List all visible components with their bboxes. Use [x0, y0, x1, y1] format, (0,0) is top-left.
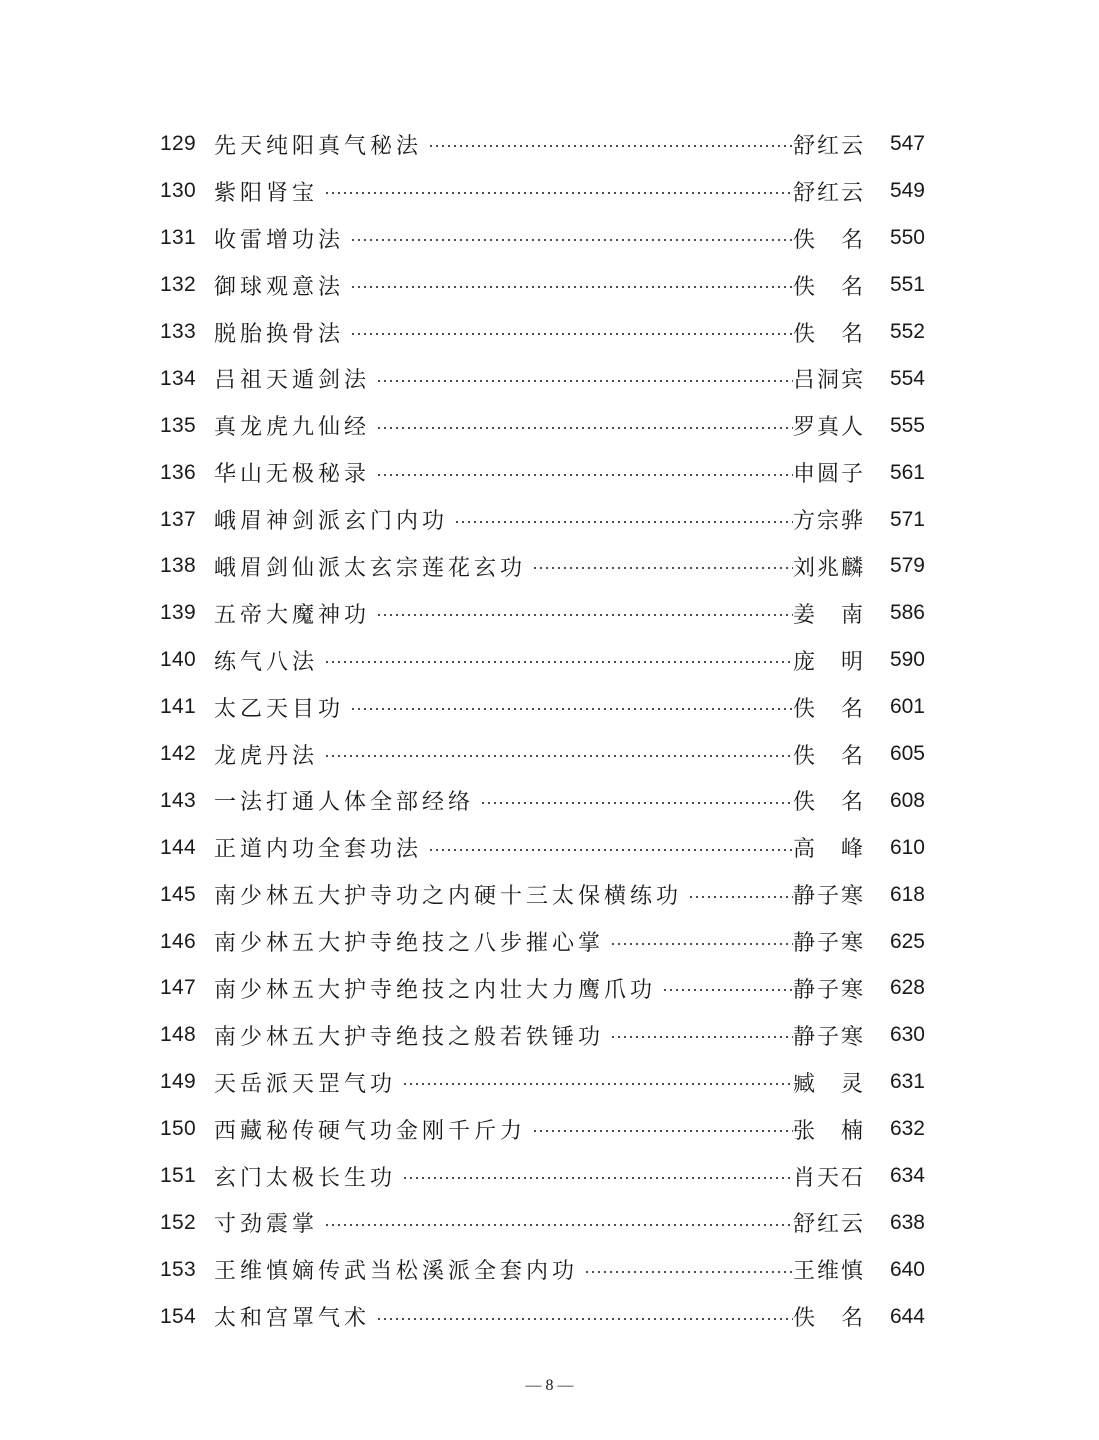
toc-entry	[160, 215, 925, 262]
toc-entry	[160, 168, 925, 215]
toc-entry-title: 南少林五大护寺绝技之内壮大力鹰爪功	[214, 977, 657, 1003]
dot-leader	[376, 427, 793, 429]
toc-entry-number: 152	[160, 1210, 196, 1234]
toc-entry-number: 147	[160, 976, 196, 1000]
toc-entry-number: 131	[160, 226, 196, 250]
toc-entry	[160, 824, 925, 871]
toc-entry	[160, 449, 925, 496]
toc-entry-number: 141	[160, 695, 196, 719]
toc-entry-page: 586	[889, 601, 925, 625]
toc-entry	[160, 684, 925, 731]
toc-entry-title: 西藏秘传硬气功金刚千斤力	[214, 1118, 527, 1144]
toc-entry-author: 舒红云	[793, 133, 866, 159]
toc-entry	[160, 1246, 925, 1293]
toc-entry-page: 625	[889, 929, 925, 953]
toc-entry-author: 方宗骅	[793, 509, 866, 535]
toc-entry-page: 551	[889, 273, 925, 297]
toc-entry-number: 146	[160, 929, 196, 953]
dot-leader	[376, 1318, 793, 1320]
toc-entry-title: 紫阳肾宝	[214, 180, 319, 206]
toc-entry-author: 庞 明	[793, 649, 866, 675]
dot-leader	[610, 943, 793, 945]
toc-entry	[160, 1153, 925, 1200]
toc-entry-page: 550	[889, 226, 925, 250]
dot-leader	[376, 474, 793, 476]
toc-entry-number: 136	[160, 460, 196, 484]
toc-entry-page: 579	[889, 554, 925, 578]
toc-entry-number: 143	[160, 788, 196, 812]
dot-leader	[454, 521, 793, 523]
toc-entry	[160, 262, 925, 309]
dot-leader	[376, 380, 793, 382]
toc-entry-title: 五帝大魔神功	[214, 602, 371, 628]
dot-leader	[532, 567, 793, 569]
toc-entry-title: 太和宫罩气术	[214, 1306, 371, 1332]
toc-entry	[160, 309, 925, 356]
dot-leader	[350, 333, 793, 335]
toc-entry-author: 静子寒	[793, 1024, 866, 1050]
dot-leader	[532, 1130, 793, 1132]
toc-entry-page: 590	[889, 648, 925, 672]
toc-entry-title: 收雷增功法	[214, 227, 345, 253]
toc-entry-page: 630	[889, 1023, 925, 1047]
toc-entry	[160, 1293, 925, 1340]
toc-entry-title: 南少林五大护寺功之内硬十三太保横练功	[214, 884, 683, 910]
toc-entry-author: 臧 灵	[793, 1071, 866, 1097]
toc-entry-author: 王维慎	[793, 1259, 866, 1285]
toc-entry-number: 137	[160, 507, 196, 531]
toc-entry-page: 608	[889, 788, 925, 812]
toc-entry-page: 634	[889, 1164, 925, 1188]
toc-entry-title: 脱胎换骨法	[214, 321, 345, 347]
toc-entry	[160, 496, 925, 543]
dot-leader	[324, 192, 793, 194]
toc-entry-author: 罗真人	[793, 415, 866, 441]
dot-leader	[350, 708, 793, 710]
toc-entry-page: 547	[889, 132, 925, 156]
toc-entry	[160, 965, 925, 1012]
dot-leader	[662, 989, 793, 991]
toc-entry-page: 552	[889, 320, 925, 343]
toc-entry-number: 150	[160, 1117, 196, 1141]
toc-entry-title: 峨眉剑仙派太玄宗莲花玄功	[214, 555, 527, 581]
toc-entry-author: 刘兆麟	[793, 555, 866, 581]
toc-entry-title: 练气八法	[214, 649, 319, 675]
toc-entry-author: 静子寒	[793, 931, 866, 957]
dot-leader	[324, 755, 793, 757]
toc-entry	[160, 402, 925, 449]
toc-entry-title: 王维慎嫡传武当松溪派全套内功	[214, 1259, 579, 1285]
toc-entry-number: 142	[160, 742, 196, 766]
dot-leader	[402, 1177, 793, 1179]
toc-entry-author: 佚 名	[793, 1306, 866, 1332]
dot-leader	[324, 1224, 793, 1226]
toc-entry	[160, 543, 925, 590]
toc-entry-page: 638	[889, 1210, 925, 1234]
toc-entry-page: 601	[889, 695, 925, 719]
toc-entry-page: 605	[889, 742, 925, 766]
toc-entry-page: 632	[889, 1117, 925, 1141]
toc-entry-author: 佚 名	[793, 227, 866, 253]
dot-leader	[324, 661, 793, 663]
toc-entry-author: 舒红云	[793, 1212, 866, 1238]
toc-entry-page: 555	[889, 413, 925, 437]
toc-entry-number: 138	[160, 554, 196, 578]
toc-entry-author: 肖天石	[793, 1165, 866, 1191]
toc-entry-author: 佚 名	[793, 696, 866, 722]
toc-entry-title: 华山无极秘录	[214, 462, 371, 488]
toc-entry-author: 高 峰	[793, 837, 866, 863]
toc-entry-title: 玄门太极长生功	[214, 1165, 397, 1191]
toc-entry-author: 静子寒	[793, 977, 866, 1003]
toc-entry-author: 佚 名	[793, 743, 866, 769]
toc-entry-author: 姜 南	[793, 602, 866, 628]
dot-leader	[350, 286, 793, 288]
toc-entry-author: 申圆子	[793, 462, 866, 488]
toc-entry-page: 640	[889, 1257, 925, 1281]
toc-entry-number: 145	[160, 882, 196, 906]
dot-leader	[688, 896, 793, 898]
dot-leader	[376, 614, 793, 616]
dot-leader	[402, 1083, 793, 1085]
toc-entry-number: 154	[160, 1304, 196, 1328]
dot-leader	[480, 802, 793, 804]
toc-entry-title: 寸劲震掌	[214, 1212, 319, 1238]
toc-entry-number: 134	[160, 366, 196, 390]
toc-entry	[160, 777, 925, 824]
toc-entry-page: 549	[889, 179, 925, 203]
toc-entry-page: 610	[889, 835, 925, 859]
toc-entry-author: 吕洞宾	[793, 368, 866, 394]
toc-entry-page: 554	[889, 366, 925, 390]
toc-entry-author: 舒红云	[793, 180, 866, 206]
toc-entry	[160, 355, 925, 402]
toc-entry-title: 一法打通人体全部经络	[214, 790, 475, 816]
toc-entry-number: 144	[160, 835, 196, 859]
toc-entry-number: 153	[160, 1257, 196, 1281]
toc-entry-title: 南少林五大护寺绝技之八步摧心掌	[214, 931, 605, 957]
toc-entry-number: 151	[160, 1164, 196, 1188]
toc-entry-page: 631	[889, 1070, 925, 1094]
dot-leader	[584, 1271, 793, 1273]
toc-entry	[160, 871, 925, 918]
toc-entry-page: 644	[889, 1304, 925, 1328]
toc-entry-title: 吕祖天遁剑法	[214, 368, 371, 394]
toc-entry	[160, 590, 925, 637]
toc-entry	[160, 1106, 925, 1153]
toc-entry	[160, 1059, 925, 1106]
toc-entry-author: 张 楠	[793, 1118, 866, 1144]
dot-leader	[610, 1036, 793, 1038]
toc-entry-author: 佚 名	[793, 274, 866, 300]
toc-entry-title: 御球观意法	[214, 274, 345, 300]
toc-entry-number: 133	[160, 320, 196, 343]
toc-entry-number: 139	[160, 601, 196, 625]
toc-entry-number: 135	[160, 413, 196, 437]
toc-entry-title: 龙虎丹法	[214, 743, 319, 769]
toc-entry-page: 618	[889, 882, 925, 906]
toc-entry-author: 佚 名	[793, 790, 866, 816]
toc-entry-page: 561	[889, 460, 925, 484]
table-of-contents	[160, 121, 925, 1340]
toc-entry	[160, 121, 925, 168]
toc-entry	[160, 918, 925, 965]
toc-entry-title: 真龙虎九仙经	[214, 415, 371, 441]
toc-entry-number: 129	[160, 132, 196, 156]
toc-entry-title: 南少林五大护寺绝技之般若铁锤功	[214, 1024, 605, 1050]
toc-entry-title: 天岳派天罡气功	[214, 1071, 397, 1097]
toc-entry	[160, 637, 925, 684]
dot-leader	[350, 239, 793, 241]
toc-entry-number: 130	[160, 179, 196, 203]
toc-entry-number: 149	[160, 1070, 196, 1094]
page-number: — 8 —	[525, 1377, 574, 1394]
toc-entry-number: 148	[160, 1023, 196, 1047]
toc-entry	[160, 731, 925, 778]
toc-entry-author: 静子寒	[793, 884, 866, 910]
toc-entry-number: 140	[160, 648, 196, 672]
toc-entry-page: 571	[889, 507, 925, 531]
toc-entry-page: 628	[889, 976, 925, 1000]
toc-entry-title: 峨眉神剑派玄门内功	[214, 509, 449, 535]
toc-entry	[160, 1012, 925, 1059]
toc-entry-title: 先天纯阳真气秘法	[214, 133, 423, 159]
toc-entry	[160, 1199, 925, 1246]
toc-entry-author: 佚 名	[793, 321, 866, 347]
toc-entry-title: 正道内功全套功法	[214, 837, 423, 863]
dot-leader	[428, 145, 793, 147]
dot-leader	[428, 849, 793, 851]
toc-entry-number: 132	[160, 273, 196, 297]
toc-entry-title: 太乙天目功	[214, 696, 345, 722]
